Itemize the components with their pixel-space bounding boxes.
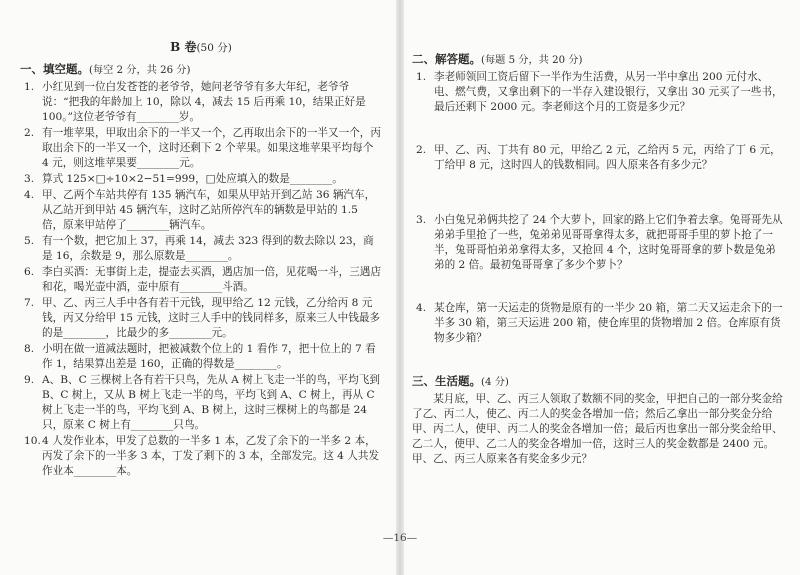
- question-number: 1.: [416, 71, 427, 83]
- section-life: [412, 374, 784, 390]
- section-solve-note: (每题 5 分，共 20 分): [481, 55, 583, 66]
- solve-question-4: [412, 301, 784, 346]
- question-text: 算式 125×□÷10×2−51=999，□处应填入的数是________。: [42, 173, 343, 185]
- solve-question-3: [412, 213, 784, 273]
- fill-question-4: [20, 188, 382, 233]
- paper-title-text: B 卷: [170, 40, 197, 54]
- question-number: 1.: [24, 81, 35, 93]
- question-number: 6.: [24, 266, 35, 278]
- question-number: 8.: [24, 343, 35, 355]
- fill-question-5: [20, 234, 382, 264]
- question-number: 9.: [24, 374, 35, 386]
- section-fill-blank-note: (每空 2 分，共 26 分): [89, 65, 191, 76]
- fill-question-1: [20, 80, 382, 125]
- question-text: 甲、乙、丙、丁共有 80 元，甲给乙 2 元，乙给丙 5 元，丙给了丁 6 元，丁给甲 8 元，这时四人的钱数相同。四人原来各有多少元？: [434, 144, 781, 171]
- solve-question-2: [412, 143, 784, 173]
- question-number: 4.: [24, 189, 35, 201]
- question-number: 2.: [24, 127, 35, 139]
- fill-question-8: [20, 342, 382, 372]
- question-text: 有一个数，把它加上 37，再乘 14，减去 323 得到的数去除以 23，商是 16，余数是 9，那么原数是________。: [42, 235, 374, 262]
- paper-title-score: (50 分): [196, 42, 232, 54]
- section-life-title: 三、生活题。: [412, 374, 481, 388]
- section-life-note: (4 分): [481, 377, 509, 388]
- fill-question-3: [20, 172, 382, 187]
- book-spine: [396, 0, 404, 575]
- question-text: 有一堆苹果，甲取出余下的一半又一个，乙再取出余下的一半又一个，丙取出余下的一半又一个，这时还剩下 2 个苹果。如果这堆苹果平均每个 4 元，则这堆苹果要________元。: [42, 127, 381, 169]
- question-text: A、B、C 三棵树上各有若干只鸟，先从 A 树上飞走一半的鸟，平均飞到 B、C 树上，又从 B 树上飞走一半的鸟，平均飞到 A、C 树上，再从 C 树上飞走一半的鸟，平均飞到 A、B 树上，这时三棵树上的鸟都是 24 只，原来 C 树上有________只鸟。: [42, 374, 380, 431]
- right-column: [412, 50, 784, 467]
- question-number: 4.: [416, 302, 427, 314]
- fill-question-7: [20, 296, 382, 341]
- fill-question-2: [20, 126, 382, 171]
- question-number: 5.: [24, 235, 35, 247]
- life-problem-text: 某月底，甲、乙、丙三人领取了数额不同的奖金，甲把自己的一部分奖金给了乙、丙二人，使乙、丙二人的奖金各增加一倍；然后乙拿出一部分奖金分给甲、丙二人，使甲、丙二人的奖金各增加一倍；最后丙也拿出一部分奖金给甲、乙二人，使甲、乙二人的奖金各增加一倍，这时三人的奖金数都是 2400 元。甲、乙、丙三人原来各有奖金多少元？: [412, 393, 783, 465]
- question-text: 小红见到一位白发苍苍的老爷爷，她问老爷爷有多大年纪，老爷爷说：“把我的年龄加上 10，除以 4，减去 15 后再乘 10，结果正好是 100。”这位老爷爷有________岁。: [42, 81, 366, 123]
- fill-question-6: [20, 265, 382, 295]
- question-number: 3.: [24, 173, 35, 185]
- paper-title: [20, 40, 382, 56]
- question-number: 3.: [416, 214, 427, 226]
- question-number: 7.: [24, 297, 35, 309]
- question-number: 10.: [24, 435, 41, 447]
- question-text: 某仓库，第一天运走的货物是原有的一半少 20 箱，第二天又运走余下的一半多 30 箱，第三天运进 200 箱，使仓库里的货物增加 2 倍。仓库原有货物多少箱？: [434, 302, 783, 344]
- question-number: 2.: [416, 144, 427, 156]
- question-text: 甲、乙两个车站共停有 135 辆汽车，如果从甲站开到乙站 36 辆汽车，从乙站开到甲站 45 辆汽车，这时乙站所停汽车的辆数是甲站的 1.5 倍，原来甲站停了________辆汽车。: [42, 189, 376, 231]
- question-text: 4 人发作业本，甲发了总数的一半多 1 本，乙发了余下的一半多 2 本，丙发了余下的一半多 3 本，丁发了剩下的 3 本，全部发完。这 4 人共发作业本________本。: [42, 435, 380, 477]
- section-solve: [412, 52, 784, 68]
- section-fill-blank-title: 一、填空题。: [20, 62, 89, 76]
- section-fill-blank: [20, 62, 382, 78]
- question-text: 小白兔兄弟俩共挖了 24 个大萝卜，回家的路上它们争着去拿。兔哥哥先从弟弟手里抢了一些，兔弟弟见哥哥拿得太多，就把哥哥手里的萝卜抢了一半，兔哥哥怕弟弟拿得太多，又抢回 4 个，这时兔哥哥拿的萝卜数是兔弟弟的 2 倍。最初兔哥哥拿了多少个萝卜？: [434, 214, 783, 271]
- question-text: 小明在做一道减法题时，把被减数个位上的 1 看作 7，把十位上的 7 看作 1，结果算出差是 160，正确的得数是________。: [42, 343, 376, 370]
- page-number: —16—: [382, 532, 418, 544]
- question-text: 李白买酒：无事街上走，提壶去买酒，遇店加一倍，见花喝一斗，三遇店和花，喝光壶中酒，壶中原有________斗酒。: [42, 266, 381, 293]
- fill-question-9: [20, 373, 382, 433]
- left-column: [20, 40, 382, 480]
- fill-question-10: [20, 434, 382, 479]
- question-text: 甲、乙、丙三人手中各有若干元钱，现甲给乙 12 元钱，乙分给丙 8 元钱，丙又分给甲 15 元钱，这时三人手中的钱同样多，原来三人中钱最多的是________，比最少的多________元。: [42, 297, 381, 339]
- question-text: 李老师领回工资后留下一半作为生活费，从另一半中拿出 200 元付水、电、燃气费，又拿出剩下的一半存入建设银行，又拿出 30 元买了一些书，最后还剩下 2000 元。李老师这个月的工资是多少元？: [434, 71, 783, 113]
- solve-question-1: [412, 70, 784, 115]
- section-solve-title: 二、解答题。: [412, 52, 481, 66]
